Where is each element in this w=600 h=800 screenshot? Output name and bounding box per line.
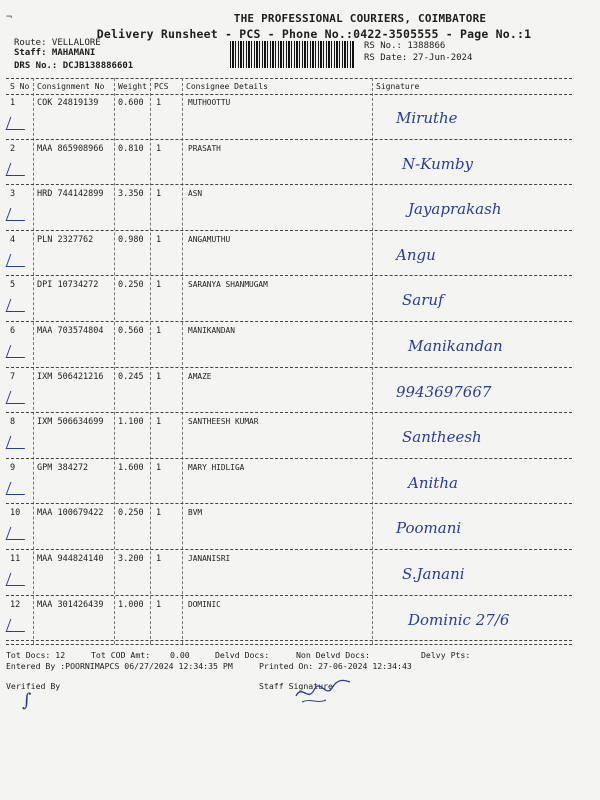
corner-mark: ¬: [6, 12, 13, 23]
row-consignee: MANIKANDAN: [188, 326, 235, 335]
row-divider: [6, 184, 572, 185]
row-sno: 7: [10, 371, 16, 382]
row-consignee: SARANYA SHANMUGAM: [188, 280, 268, 290]
row-consignment-no: MAA 944824140: [37, 554, 104, 564]
row-check-mark: [6, 345, 30, 358]
row-weight: 0.560: [118, 326, 144, 336]
row-pcs: 1: [156, 98, 162, 108]
col-divider: [182, 78, 183, 644]
row-consignment-no: IXM 506421216: [37, 371, 104, 382]
verifier-signature-mark: ∫: [22, 690, 32, 711]
row-consignee: PRASATH: [188, 143, 221, 153]
row-divider: [6, 503, 572, 504]
row-consignee: ASN: [188, 189, 203, 199]
row-consignee: DOMINIC: [188, 599, 221, 609]
col-header-consignment: Consignment No: [37, 82, 105, 91]
row-check-mark: [6, 482, 30, 495]
row-weight: 1.600: [118, 462, 144, 473]
row-consignment-no: PLN 2327762: [37, 234, 94, 245]
row-sno: 10: [10, 508, 21, 519]
row-check-mark: [6, 527, 30, 540]
col-header-weight: Weight: [118, 82, 147, 91]
col-header-consignee: Consignee Details: [186, 82, 268, 91]
row-consignment-no: IXM 506634699: [37, 417, 104, 428]
row-consignment-no: HRD 744142899: [37, 189, 104, 200]
row-weight: 1.100: [118, 417, 144, 428]
row-consignee: JANANISRI: [188, 554, 231, 563]
row-consignee: MARY HIDLIGA: [188, 462, 245, 472]
row-signature: S.Janani: [402, 565, 465, 583]
row-sno: 8: [10, 417, 16, 428]
row-pcs: 1: [156, 234, 162, 245]
row-signature: N-Kumby: [402, 154, 474, 173]
col-header-pcs: PCS: [154, 82, 169, 91]
row-weight: 3.200: [118, 554, 144, 564]
col-header-sno: S No: [10, 82, 30, 91]
staff-signature-mark: [292, 676, 354, 708]
company-title: THE PROFESSIONAL COURIERS, COIMBATORE: [233, 12, 487, 25]
row-divider: [6, 412, 572, 413]
total-cod-value: 0.00: [170, 650, 190, 660]
row-signature: Jayaprakash: [408, 200, 502, 219]
row-pcs: 1: [156, 326, 162, 336]
col-divider: [150, 78, 151, 644]
row-check-mark: [6, 436, 30, 449]
row-sno: 11: [10, 554, 21, 564]
row-signature: Poomani: [396, 519, 462, 538]
printed-on: Printed On: 27-06-2024 12:34:43: [259, 661, 412, 671]
row-signature: 9943697667: [396, 382, 492, 401]
staff-signature-label: Staff Signature: [259, 681, 333, 691]
row-sno: 6: [10, 326, 16, 336]
row-pcs: 1: [156, 508, 162, 519]
row-check-mark: [6, 573, 30, 586]
row-consignment-no: GPM 384272: [37, 462, 89, 473]
row-sno: 2: [10, 143, 16, 154]
row-signature: Saruf: [402, 291, 444, 310]
row-check-mark: [6, 117, 30, 130]
col-divider: [33, 78, 34, 644]
delivery-points: Delvy Pts:: [421, 650, 471, 660]
row-check-mark: [6, 299, 30, 312]
row-sno: 4: [10, 234, 16, 245]
row-check-mark: [6, 254, 30, 267]
row-consignee: SANTHEESH KUMAR: [188, 417, 259, 427]
row-pcs: 1: [156, 554, 162, 564]
row-consignment-no: MAA 703574804: [37, 326, 104, 336]
row-divider: [6, 458, 572, 459]
total-docs: Tot Docs: 12: [6, 650, 66, 660]
row-weight: 0.980: [118, 234, 144, 245]
row-consignment-no: COK 24819139: [37, 98, 99, 108]
row-divider: [6, 549, 572, 550]
row-pcs: 1: [156, 417, 162, 428]
table-top-rule: [6, 78, 572, 79]
barcode-image: [230, 41, 354, 68]
row-divider: [6, 367, 572, 368]
row-consignment-no: MAA 301426439: [37, 599, 104, 610]
row-signature: Dominic 27/6: [408, 610, 510, 629]
row-divider: [6, 595, 572, 596]
row-pcs: 1: [156, 189, 162, 200]
row-check-mark: [6, 163, 30, 176]
verified-by-label: Verified By: [6, 681, 61, 691]
row-sno: 3: [10, 189, 16, 200]
route-label: Route: VELLALORE: [14, 38, 101, 48]
row-consignment-no: MAA 100679422: [37, 508, 104, 519]
rs-number: RS No.: 1388866: [364, 41, 446, 51]
row-signature: Manikandan: [408, 337, 503, 355]
row-check-mark: [6, 391, 30, 404]
row-consignee: ANGAMUTHU: [188, 234, 231, 244]
row-divider: [6, 640, 572, 641]
row-consignee: MUTHOOTTU: [188, 98, 231, 107]
delivered-docs: Delvd Docs:: [215, 650, 270, 660]
row-sno: 12: [10, 599, 21, 610]
table-header-rule: [6, 94, 572, 95]
row-sno: 9: [10, 462, 16, 473]
row-divider: [6, 275, 572, 276]
row-pcs: 1: [156, 371, 162, 382]
row-sno: 1: [10, 98, 16, 108]
table-bottom-rule: [6, 644, 572, 645]
row-weight: 0.245: [118, 371, 144, 382]
drs-label: DRS No.: DCJB138886601: [14, 61, 134, 71]
row-signature: Angu: [396, 245, 436, 264]
row-check-mark: [6, 619, 30, 632]
row-weight: 3.350: [118, 189, 144, 200]
row-pcs: 1: [156, 280, 162, 291]
row-signature: Miruthe: [396, 109, 458, 127]
row-consignee: BVM: [188, 508, 203, 518]
row-weight: 0.250: [118, 280, 144, 291]
row-divider: [6, 230, 572, 231]
row-pcs: 1: [156, 143, 162, 154]
row-weight: 0.250: [118, 508, 144, 519]
row-pcs: 1: [156, 462, 162, 473]
row-signature: Santheesh: [402, 428, 482, 447]
row-weight: 0.810: [118, 143, 144, 154]
row-weight: 0.600: [118, 98, 144, 108]
col-header-signature: Signature: [376, 82, 420, 91]
col-divider: [114, 78, 115, 644]
row-consignment-no: MAA 865908966: [37, 143, 104, 154]
staff-label: Staff: MAHAMANI: [14, 48, 96, 58]
rs-date: RS Date: 27-Jun-2024: [364, 53, 473, 63]
row-check-mark: [6, 208, 30, 221]
col-divider: [372, 78, 373, 644]
row-divider: [6, 321, 572, 322]
row-divider: [6, 139, 572, 140]
row-consignment-no: DPI 10734272: [37, 280, 99, 291]
runsheet-subtitle: Delivery Runsheet - PCS - Phone No.:0422-3505555 - Page No.:1: [96, 27, 532, 41]
row-sno: 5: [10, 280, 16, 291]
row-consignee: AMAZE: [188, 371, 212, 381]
row-weight: 1.000: [118, 599, 144, 610]
row-pcs: 1: [156, 599, 162, 610]
non-delivered-docs: Non Delvd Docs:: [296, 650, 370, 660]
total-cod-label: Tot COD Amt:: [91, 650, 151, 660]
entered-by: Entered By :POORNIMAPCS 06/27/2024 12:34:35 PM: [6, 661, 233, 671]
row-signature: Anitha: [408, 473, 458, 492]
